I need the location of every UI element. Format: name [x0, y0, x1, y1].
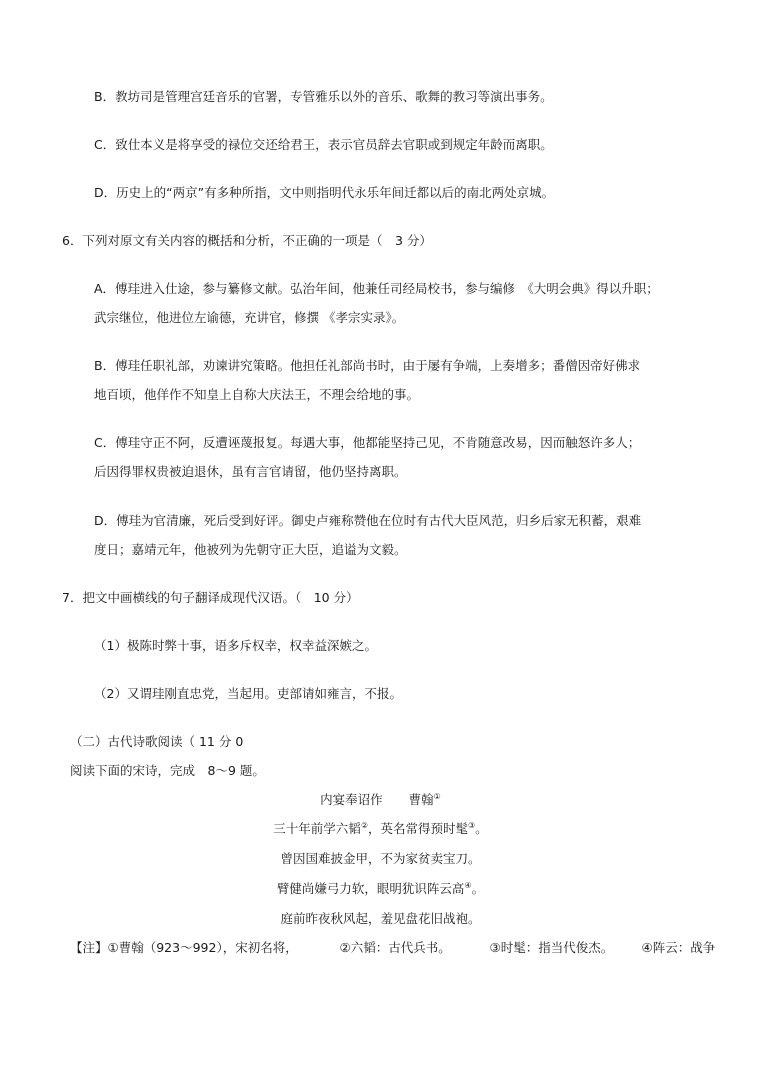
poem-line-1-b: ，英名常得预时髦: [367, 821, 468, 836]
option-6b-line2: 地百顷，他佯作不知皇上自称大庆法王，不理会给地的事。: [94, 387, 420, 402]
option-5d: D．历史上的“两京”有多种所指，文中则指明代永乐年间迁都以后的南北两处京城。: [94, 185, 555, 200]
poem-line-1: [0, 821, 761, 837]
question-7-sentence-1: （1）极陈时弊十事，语多斥权幸，权幸益深嫉之。: [94, 638, 377, 653]
option-6d-line2: 度日；嘉靖元年，他被列为先朝守正大臣，追谥为文毅。: [94, 542, 407, 557]
poem-line-3-mark: ④: [464, 881, 472, 890]
question-7-stem: 7．把文中画横线的句子翻译成现代汉语。（ 10 分）: [62, 590, 359, 605]
option-5c: C．致仕本义是将享受的禄位交还给君王，表示官员辞去官职或到规定年龄而离职。: [94, 137, 553, 152]
option-5b: B．教坊司是管理宫廷音乐的官署，专管雅乐以外的音乐、歌舞的教习等演出事务。: [94, 89, 553, 104]
poem-line-4: 庭前昨夜秋风起，羞见盘花旧战袍。: [280, 911, 481, 926]
note-label: 【注】: [70, 940, 108, 955]
section-2-intro: 阅读下面的宋诗，完成 8～9 题。: [70, 763, 265, 778]
poem-line-1-mark-a: ②: [360, 821, 368, 830]
poem-line-3: [0, 881, 761, 897]
poem-note: [70, 940, 715, 956]
note-item-1: ①曹翰（923～992），宋初名将，: [107, 940, 298, 955]
note-item-3: ③时髦：指当代俊杰。: [489, 940, 614, 955]
option-6c-line1: C．傅珪守正不阿，反遭诬蔑报复。每遇大事，他都能坚持己见，不肯随意改易，因而触怒许多人；: [94, 435, 641, 450]
option-6b-line1: B．傅珪任职礼部，劝谏讲究策略。他担任礼部尚书时，由于屡有争端，上奏增多；番僧因帝好佛求: [94, 358, 641, 373]
poem-title-line: [0, 792, 761, 808]
note-item-2: ②六韬：古代兵书。: [339, 940, 451, 955]
poem-line-3-text: 臂健尚嫌弓力软，眼明犹识阵云高: [276, 881, 465, 896]
note-item-4: ④阵云：战争: [641, 940, 716, 955]
poem-line-2: 曾因国难披金甲，不为家贫卖宝刀。: [280, 851, 481, 866]
poem-line-1-mark-b: ③: [468, 821, 476, 830]
question-7-sentence-2: （2）又谓珪刚直忠党，当起用。吏部请如雍言，不报。: [94, 686, 402, 701]
poem-line-1-end: 。: [475, 821, 488, 836]
option-6d-line1: D．傅珪为官清廉，死后受到好评。御史卢雍称赞他在位时有古代大臣风范，归乡后家无积蓄，艰难: [94, 513, 642, 528]
question-6-stem: 6．下列对原文有关内容的概括和分析，不正确的一项是（ 3 分）: [62, 233, 432, 248]
option-6c-line2: 后因得罪权贵被迫退休，虽有言官请留，他仍坚持离职。: [94, 464, 407, 479]
poem-author-mark: ①: [433, 792, 441, 801]
poem-author: 曹翰: [408, 792, 434, 807]
poem-line-1-a: 三十年前学六韬: [273, 821, 361, 836]
option-6a-line2: 武宗继位，他进位左谕德，充讲官，修撰 《孝宗实录》。: [94, 310, 405, 325]
option-6a-line1: A．傅珪进入仕途，参与纂修文献。弘治年间，他兼任司经局校书，参与编修 《大明会典》得以升职；: [94, 281, 659, 296]
poem-title: 内宴奉诏作: [320, 792, 383, 807]
section-2-heading: （二）古代诗歌阅读（ 11 分 0: [70, 734, 244, 749]
poem-line-3-end: 。: [471, 881, 485, 896]
